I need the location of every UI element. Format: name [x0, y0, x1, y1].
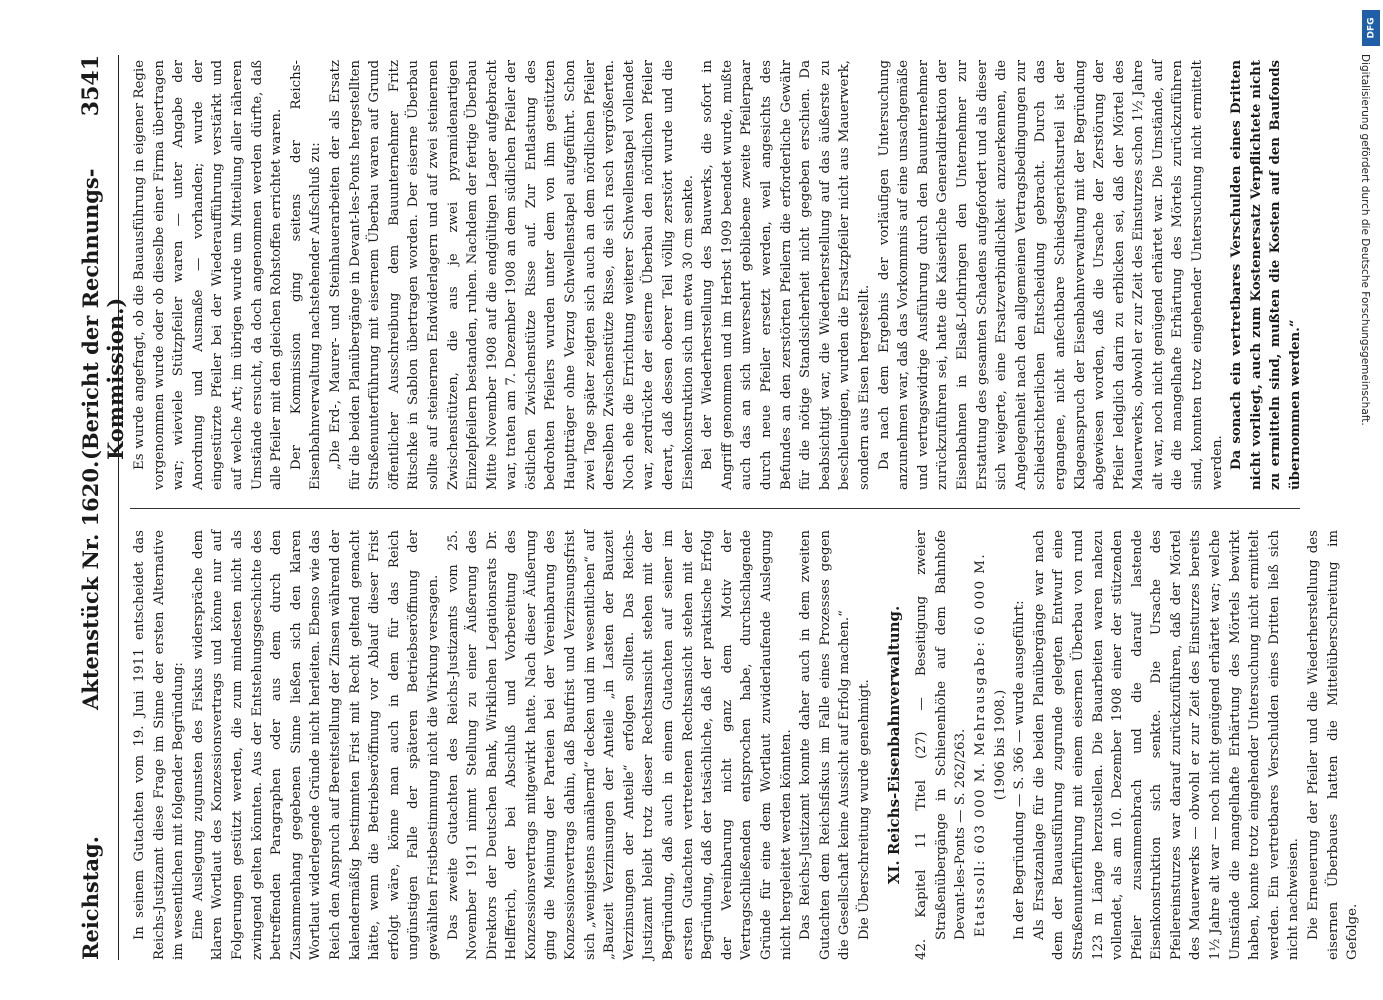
entry-amount: Etatssoll: 603 000 M. Mehrausgabe: 60 000 M.	[972, 552, 988, 938]
budget-entry	[912, 530, 971, 960]
paragraph: Da nach dem Ergebnis der vorläufigen Untersuchung anzunehmen war, daß das Vorkommnis auf eine unsachgemäße und vertragswidrige Ausführung durch den Bauunternehmer zurückzuführen sei, hatte die Kaiserliche Generaldirektion der Eisenbahnen in Elsaß-Lothringen den Unternehmer zur Erstattung des gesamten Schadens aufgefordert und als dieser sich weigerte, eine Ersatzverbindlichkeit anzuerkennen, die Angelegenheit nach den allgemeinen Vertragsbedingungen zur schiedsrichterlichen Entscheidung gebracht. Durch das ergangene, nicht anfechtbare Schiedsgerichtsurteil ist der Klageanspruch der Eisenbahnverwaltung mit der Begründung abgewiesen worden, daß die Ursache der Zerstörung der Pfeiler lediglich darin zu erblicken sei, daß der Mörtel des Mauerwerks, obwohl er zur Zeit des Einsturzes schon 1½ Jahre alt war, noch nicht genügend erhärtet war. Die Umstände, auf die die mangelhafte Erhärtung des Mörtels zurückzuführen sind, konnten trotz eingehender Untersuchung nicht ermittelt werden.	[876, 60, 1225, 490]
digitization-sidebar	[1359, 10, 1380, 990]
paragraph: Die Überschreitung wurde genehmigt.	[856, 679, 872, 940]
entry-years: (1906 bis 1908.)	[992, 689, 1008, 801]
paragraph: Es wurde angefragt, ob die Bauausführung in eigener Regie vorgenommen wurde oder ob dieselbe einer Firma übertragen war; wieviele Stützpfeiler waren — unter Angabe der Anordnung und Ausmaße — vorhanden; wurde der eingestürzte Pfeiler bei der Wiederaufführung verstärkt und auf welche Art; im übrigen wurde um Mitteilung aller näheren Umstände ersucht, da doch angenommen werden dürfte, daß alle Pfeiler mit den gleichen Rohstoffen errichtet waren.	[132, 60, 285, 490]
section-heading: XI. Reichs-Eisenbahnverwaltung.	[884, 605, 903, 885]
entry-number: 42.	[914, 938, 930, 960]
paragraph: Da sonach ein vertretbares Verschulden eines Dritten nicht vorliegt, auch zum Kostenersatz Verpflichtete nicht zu ermitteln sind, mußten die Kosten auf den Baufonds übernommen werden.“	[1229, 60, 1304, 490]
paragraph: In seinem Gutachten vom 19. Juni 1911 entscheidet das Reichs-Justizamt diese Frage im Sinne der ersten Alternative im wesentlichen mit folgender Begründung:	[132, 530, 187, 960]
paragraph: Das Reichs-Justizamt konnte daher auch in dem zweiten Gutachten dem Reichsfiskus im Falle eines Prozesses gegen die Gesellschaft keine Aussicht auf Erfolg machen.“	[798, 530, 853, 960]
column-divider	[130, 508, 1300, 509]
paragraph: Die Erneuerung der Pfeiler und die Wiederherstellung des eisernen Überbaues hatten die Mittelüberschreitung im Gefolge.	[1306, 530, 1361, 960]
header-right: (Bericht der Rechnungs-Kommission.)	[78, 168, 128, 460]
header-rule	[118, 55, 119, 960]
paragraph: Eine Auslegung zugunsten des Fiskus widerspräche dem klaren Wortlaut des Konzessionsvertrags und könne nur auf Folgerungen gestützt werden, die zum mindesten nicht als zwingend gelten könnten. Aus der Entstehungsgeschichte des betreffenden Paragraphen oder aus dem durch den Zusammenhang gegebenen Sinne ließen sich den klaren Wortlaut widerlegende Gründe nicht herleiten. Ebenso wie das Reich den Anspruch auf Bereitstellung der Zinsen während der kalendermäßig bestimmten Frist mit Recht geltend gemacht hätte, wenn die Betriebseröffnung vor Ablauf dieser Frist erfolgt wäre, könne man auch in dem für das Reich ungünstigen Falle der späteren Betriebseröffnung der gewählten Fristbestimmung nicht die Wirkung versagen.	[190, 530, 441, 960]
page-header	[78, 55, 128, 960]
dfg-logo: DFG	[1362, 10, 1380, 46]
funding-credit: Digitalisierung gefördert durch die Deutsche Forschungsgemeinschaft.	[1359, 54, 1371, 426]
header-left: Reichstag.	[78, 836, 103, 960]
paragraph: Als Ersatzanlage für die beiden Planübergänge war nach dem der Bauausführung zugrunde gelegten Entwurf eine Straßenunterführung mit einem eisernen Überbau von rund 123 m Länge herzustellen. Die Bauarbeiten waren nahezu vollendet, als am 10. Dezember 1908 einer der stützenden Pfeiler zusammenbrach und die darauf lastende Eisenkonstruktion sich senkte. Die Ursache des Pfeilereinsturzes war darauf zurückzuführen, daß der Mörtel des Mauerwerks — obwohl er zur Zeit des Einsturzes bereits 1½ Jahre alt war — noch nicht genügend erhärtet war; welche Umstände die mangelhafte Erhärtung des Mörtels bewirkt haben, konnte trotz eingehender Untersuchung nicht ermittelt werden. Ein vertretbares Verschulden eines Dritten ließ sich nicht nachweisen.	[1031, 530, 1302, 960]
page-number: 3541	[78, 55, 104, 117]
paragraph: In der Begründung — S. 366 — wurde ausgeführt:	[1012, 600, 1028, 940]
paragraph: Das zweite Gutachten des Reichs-Justizamts vom 25. November 1911 nimmt Stellung zu einer Äußerung des Direktors der Deutschen Bank, Wirklichen Legationsrats Dr. Helfferich, der bei Abschluß und Vorbereitung des Konzessionsvertrags mitgewirkt hatte. Nach dieser Äußerung ging die Meinung der Parteien bei der Vereinbarung des Konzessionsvertrags dahin, daß Baufrist und Verzinsungsfrist sich „wenigstens annähernd“ decken und im wesentlichen“ auf „Bauzeit Verzinsungen der Anteile „in Lasten der Bauzeit Verzinsungen der Anteile“ erfolgen sollten. Das Reichs-Justizamt bleibt trotz dieser Rechtsansicht stehen mit der Begründung, daß auch in einem Gutachten auf seiner im ersten Gutachten vertretenen Rechtsansicht stehen mit der Begründung, daß der tatsächliche, daß der praktische Erfolg der Vereinbarung nicht ganz dem Motiv der Vertragschließenden entsprochen habe, durchschlagende Gründe für eine dem Wortlaut zuwiderlaufende Auslegung nicht hergeleitet werden könnten.	[445, 530, 794, 960]
entry-text: Kapitel 11 Titel (27) — Beseitigung zweier Straßenübergänge in Schienenhöhe auf dem Bahnhofe Devant-les-Ponts — S. 262/263.	[914, 530, 969, 940]
left-column	[130, 530, 1363, 960]
right-column	[130, 60, 1306, 490]
document-page	[70, 55, 1361, 960]
header-center: Aktenstück Nr. 1620.	[78, 460, 103, 710]
paragraph: Der Kommission ging seitens der Reichs-Eisenbahnverwaltung nachstehender Aufschluß zu:	[288, 60, 324, 490]
paragraph: „Die Erd-, Maurer- und Steinhauerarbeiten der als Ersatz für die beiden Planübergänge in Devant-les-Ponts hergestellten Straßenunterführung mit eisernem Überbau waren auf Grund öffentlicher Ausschreibung dem Bauunternehmer Fritz Ritschke in Sablon übertragen worden. Der eiserne Überbau sollte auf steinernen Endwiderlagern und auf zwei steinernen Zwischenstützen, die aus je zwei pyramidenartigen Einzelpfeilern bestanden, ruhen. Nachdem der fertige Überbau Mitte November 1908 auf die endgültigen Lager aufgebracht war, traten am 7. Dezember 1908 an dem südlichen Pfeiler der östlichen Zwischenstütze Risse auf. Zur Entlastung des bedrohten Pfeilers wurden unter dem von ihm gestützten Hauptträger ohne Verzug Schwellenstapel aufgeführt. Schon zwei Tage später zeigten sich auch an dem nördlichen Pfeiler derselben Zwischenstütze Risse, die sich rasch vergrößerten. Noch ehe die Errichtung weiterer Schwellenstapel vollendet war, zerdrückte der eiserne Überbau den nördlichen Pfeiler derart, daß dessen oberer Teil völlig zerstört wurde und die Eisenkonstruktion sich um etwa 30 cm senkte.	[327, 60, 696, 490]
paragraph: Bei der Wiederherstellung des Bauwerks, die sofort in Angriff genommen und im Herbst 1909 beendet wurde, mußte auch das an sich unversehrt gebliebene zweite Pfeilerpaar durch neue Pfeiler ersetzt werden, weil angesichts des Befundes an den zerstörten Pfeilern die erforderliche Gewähr für die nötige Standsicherheit nicht gegeben erschien. Da beabsichtigt war, die Wiederherstellung auf das äußerste zu beschleunigen, wurden die Ersatzpfeiler nicht aus Mauerwerk, sondern aus Eisen hergestellt.	[700, 60, 872, 490]
